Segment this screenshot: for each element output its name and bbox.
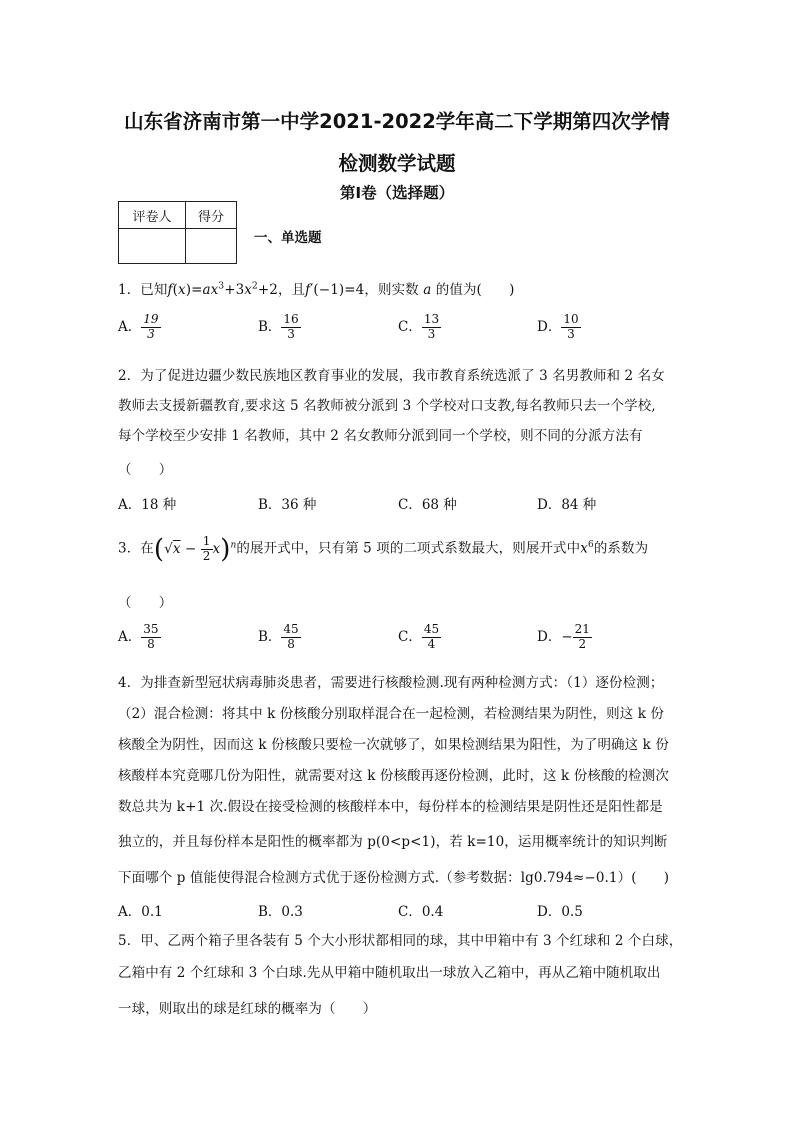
q3-prefix: 3．在: [118, 540, 154, 557]
q1-formula-f: $f(x)=ax^3+3x^2+2$: [167, 281, 278, 298]
q4-line4: 核酸样本究竟哪几份为阳性，就需要对这 k 份核酸再逐份检测，此时，这 k 份核酸的检测次: [118, 768, 669, 784]
q1-var-a: a: [423, 282, 432, 298]
q3-suffix: 的展开式中，只有第 5 项的二项式系数最大，则展开式中: [236, 540, 581, 557]
q2-option-b: B．36 种: [258, 497, 317, 513]
q3-binomial-expression: (√x − $\frac{1}{2}$ x)$^n$: [153, 533, 237, 564]
section-heading: 一、单选题: [254, 230, 322, 246]
q1-option-d: D． $\frac{10}{3}$: [537, 312, 579, 341]
q4-line3: 核酸全为阴性，因而这 k 份核酸只要检一次就够了，如果检测结果为阳性，为了明确这 k 份: [118, 737, 669, 753]
q4-option-c: C．0.4: [398, 904, 444, 920]
q4-line5: 数总共为 k+1 次.假设在接受检测的核酸样本中，每份样本的检测结果是阴性还是阳性都是: [118, 799, 663, 815]
q3-option-b: B． $\frac{45}{8}$: [258, 622, 299, 651]
q4-line2: （2）混合检测：将其中 k 份核酸分别取样混合在一起检测，若检测结果为阴性，则这 k 份: [118, 706, 665, 722]
q2-line4: （ ）: [118, 462, 173, 478]
volume-heading: 第I卷（选择题）: [339, 184, 455, 202]
exam-title-line2: 检测数学试题: [338, 152, 456, 175]
q3-paren: （ ）: [118, 595, 173, 611]
q2-line3: 每个学校至少安排 1 名教师，其中 2 名女教师分派到同一个学校，则不同的分派方法有: [118, 428, 643, 444]
score-header: 得分: [186, 202, 237, 229]
q3-term: x: [580, 540, 588, 557]
q4-option-b: B．0.3: [258, 904, 303, 920]
q4-line1: 4．为排查新型冠状病毒肺炎患者，需要进行核酸检测.现有两种检测方式：（1）逐份检测；: [118, 675, 664, 691]
q4-line7: 下面哪个 p 值能使得混合检测方式优于逐份检测方式.（参考数据：lg0.794≈−0.1）( ): [118, 870, 670, 886]
q1-prefix: 1．已知: [118, 282, 168, 298]
grader-cell: [119, 229, 186, 264]
exam-title-line1: 山东省济南市第一中学2021-2022学年高二下学期第四次学情: [124, 110, 670, 133]
q2-option-d: D．84 种: [537, 497, 597, 513]
q2-line2: 教师去支援新疆教育,要求这 5 名教师被分派到 3 个学校对口支教,每名教师只去一个学校,: [118, 398, 656, 414]
q2-line1: 2．为了促进边疆少数民族地区教育事业的发展，我市教育系统选派了 3 名男教师和 2 名女: [118, 368, 665, 384]
q1-suffix2: 的值为( ): [435, 282, 515, 298]
question-3: 3．在(√x − $\frac{1}{2}$ x)$^n$的展开式中，只有第 5 项的二项式系数最大，则展开式中$x^6$的系数为: [118, 533, 649, 564]
score-cell: [186, 229, 237, 264]
grader-score-table: [118, 201, 237, 264]
q5-line2: 乙箱中有 2 个红球和 3 个白球.先从甲箱中随机取出一球放入乙箱中，再从乙箱中随机取出: [118, 965, 661, 981]
q3-option-a: A． $\frac{35}{8}$: [118, 622, 159, 651]
question-1: [118, 278, 514, 298]
grader-header: 评卷人: [119, 202, 186, 229]
q1-suffix: ，则实数: [364, 282, 419, 298]
q4-option-d: D．0.5: [537, 904, 583, 920]
q5-line1: 5．甲、乙两个箱子里各装有 5 个大小形状都相同的球，其中甲箱中有 3 个红球和 2 个白球，: [118, 933, 683, 949]
q2-option-a: A．18 种: [118, 497, 177, 513]
q1-option-b: B． $\frac{16}{3}$: [258, 312, 299, 341]
q5-line3: 一球，则取出的球是红球的概率为（ ）: [118, 1001, 377, 1017]
q4-line6: 独立的，并且每份样本是阳性的概率都为 p(0<p<1)，若 k=10，运用概率统计的知识判断: [118, 834, 668, 850]
q4-option-a: A．0.1: [118, 904, 163, 920]
q1-option-a: A． $\frac{19}{3}$: [118, 312, 159, 341]
q3-option-c: C． $\frac{45}{4}$: [398, 622, 440, 651]
q2-option-c: C．68 种: [398, 497, 457, 513]
q1-mid: ，且: [277, 282, 306, 298]
q3-option-d: D．− $\frac{21}{2}$: [537, 622, 590, 651]
q1-option-c: C． $\frac{13}{3}$: [398, 312, 440, 341]
q1-formula-derivative: f′(−1)=4: [305, 282, 365, 298]
q3-suffix2: 的系数为: [593, 540, 649, 557]
